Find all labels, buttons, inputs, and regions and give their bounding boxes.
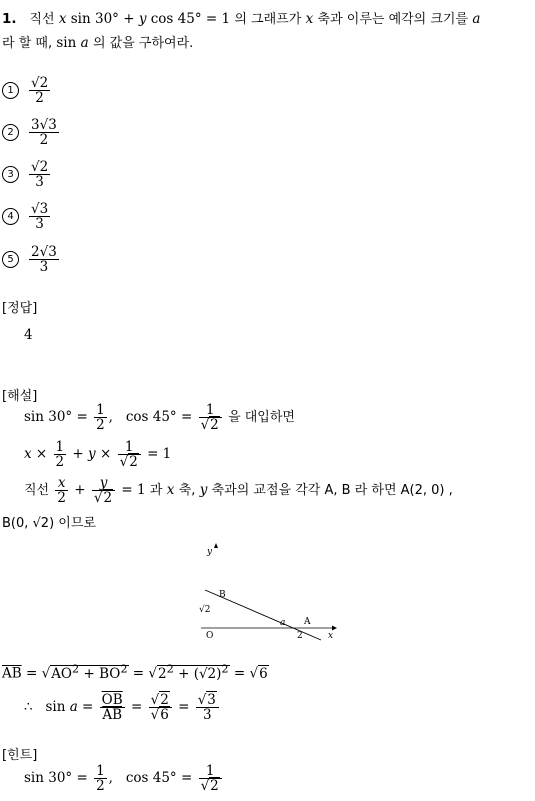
choice-1[interactable] [2,76,52,105]
solution-heading: [해설] [2,389,38,404]
point-b-label: B [219,590,226,600]
choice-3-marker: 3 [2,166,19,183]
hint-heading: [힌트] [2,748,38,763]
intercept-figure [196,540,341,644]
question-text-1: 직선 [29,12,55,27]
angle-a-label: a [280,618,286,628]
choice-2-fraction: $\frac{3√3}{2}$ [31,117,57,149]
y-axis-label: y [207,547,213,557]
solution-line-1: sin 30° = $\frac{1}{2}$ , cos 45° = $\frac{1}{√2}$ 을 대입하면 [24,402,295,434]
answer-value: 4 [24,327,33,343]
x-axis-arrow [332,626,337,631]
intercept-text-2: 과 [149,483,163,499]
choice-4-fraction: $\frac{√3}{3}$ [31,201,49,233]
choice-3-fraction: $\frac{√2}{3}$ [31,159,49,191]
question-text-3: 축과 이루는 예각의 크기를 [317,12,469,27]
intercept-text-5: B(0, √2) 이므로 [2,516,96,531]
solution-line-3: 직선 $\frac{x}{2}$ + $\frac{y}{√2}$ = 1 과 x 축, y 축과의 교점을 각각 A, B 라 하면 A(2, 0) , [24,475,453,507]
solution-subst-text: 을 대입하면 [228,410,295,426]
question-text-5: 의 값을 구하여라. [92,36,194,51]
choice-2[interactable] [2,118,61,147]
choice-5-marker: 5 [2,251,19,268]
solution-line-2: x × $\frac{1}{2}$ + y × $\frac{1}{√2}$ = 1 [24,439,172,471]
choice-5[interactable] [2,245,61,274]
choice-1-fraction: $\frac{√2}{2}$ [31,75,49,107]
question-number: 1. [2,11,17,27]
ab-length-line: $\overline{AB} = √AO^2 + \overline{BO}^2 = √2^2 + (√2)^2 = √6$ [2,662,268,682]
sin-a-result-line: ∴ sin a = $\frac{\overline{OB}}{AB}$ = $\frac{√2}{√6}$ = $\frac{√3}{3}$ [24,693,221,722]
sqrt2-label: √2 [199,605,211,615]
choice-3[interactable] [2,160,52,189]
point-a-label: A [304,617,311,627]
intercept-text-4: 축과의 교점을 각각 A, B 라 하면 A(2, 0) , [211,483,453,499]
question-text-4: 라 할 때, [2,36,53,51]
answer-heading: [정답] [2,301,38,316]
question-var-a: a [472,11,481,27]
two-label: 2 [297,631,303,641]
choice-5-fraction: $\frac{2√3}{3}$ [31,244,57,276]
question-var-x: x [305,11,314,27]
choice-1-marker: 1 [2,82,19,99]
x-axis-label: x [328,631,334,641]
origin-label: O [206,631,214,641]
intercept-text-3: 축, [178,483,196,499]
therefore-symbol: ∴ [24,699,33,716]
question-text-2: 의 그래프가 [234,12,302,27]
y-axis-arrowhead [214,543,218,548]
choice-4[interactable] [2,202,52,231]
question-line-2: 라 할 때, sin a 의 값을 구하여라. [2,35,194,51]
hint-line-1: sin 30° = $\frac{1}{2}$ , cos 45° = $\frac{1}{√2}$ [24,764,224,793]
question-line-1: 1. 직선 x sin 30° + y cos 45° = 1 의 그래프가 x 축과 이루는 예각의 크기를 a [2,11,481,27]
intercept-text-1: 직선 [24,483,50,499]
choice-4-marker: 4 [2,208,19,225]
choice-2-marker: 2 [2,124,19,141]
